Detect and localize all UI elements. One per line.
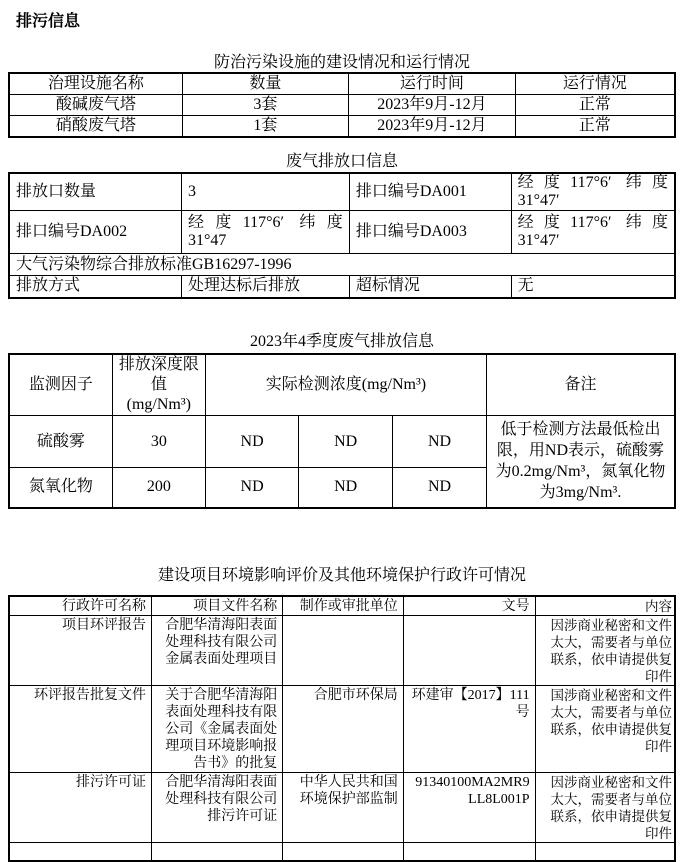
measured-concentration-header: 实际检测浓度(mg/Nm³) [205,354,486,416]
permit-name-cell: 环评报告批复文件 [9,686,152,773]
permit-name-cell: 排污许可证 [9,773,152,843]
table-row [9,843,675,861]
value-cell: ND [205,416,298,468]
page-title: 排污信息 [16,13,81,30]
content-cell: 因涉商业秘密和文件太大，需要者与单位联系，依申请提供复印件 [535,616,675,686]
value-cell: ND [299,416,393,468]
issuing-authority-cell [283,616,404,686]
facility-name-header: 治理设施名称 [9,73,182,95]
outlet2-label: 排口编号DA002 [9,211,181,254]
facility-quantity-header: 数量 [182,73,349,95]
coordinate-line: 经度117°6′ 纬度 [517,174,668,191]
remark-cell: 低于检测方法最低检出限，用ND表示，硫酸雾为0.2mg/Nm³，氮氧化物为3mg/Nm³. [486,416,675,508]
value-cell: ND [299,468,393,508]
table-row [9,254,675,276]
table-row [9,686,675,773]
content-cell [535,843,675,861]
permit-table [8,595,676,862]
permit-name-header: 行政许可名称 [9,596,152,616]
facility-runtime-cell: 2023年9月-12月 [349,95,516,116]
outlet-count-value: 3 [181,173,349,211]
facility-status-cell: 正常 [515,116,675,138]
permit-table-title: 建设项目环境影响评价及其他环境保护行政许可情况 [157,566,526,584]
table-row [9,773,675,843]
facility-name-cell: 酸碱废气塔 [9,95,182,116]
facility-runtime-header: 运行时间 [349,73,516,95]
table-row [9,116,675,138]
outlet-table [8,172,676,299]
permit-name-cell [9,843,152,861]
issuing-authority-cell [283,843,404,861]
document-name-header: 项目文件名称 [152,596,283,616]
discharge-mode-label: 排放方式 [9,276,181,298]
outlet-table-title: 废气排放口信息 [285,153,398,170]
facility-quantity-cell: 3套 [182,95,349,116]
exceedance-value: 无 [511,276,675,298]
remark-header: 备注 [486,354,675,416]
document-number-cell [403,616,535,686]
coordinate-line: 经度117°6′ 纬度 [517,214,668,231]
table-row [9,416,675,468]
limit-header-unit: (mg/Nm³) [126,395,191,413]
content-cell: 国涉商业秘密和文件太大，需要者与单位联系，依申请提供复印件 [535,686,675,773]
outlet-count-label: 排放口数量 [9,173,181,211]
permit-header-row [9,596,675,616]
document-number-cell: 91340100MA2MR9LL8L001P [403,773,535,843]
document-name-cell: 合肥华清海阳表面处理科技有限公司排污许可证 [152,773,283,843]
limit-header-line: 排放深度限值 [118,355,199,393]
table-row [9,276,675,298]
facility-table-title: 防治污染设施的建设情况和运行情况 [213,54,470,71]
coordinate-line: 31°47′ [517,232,560,249]
value-cell: ND [205,468,298,508]
coordinate-line: 经度117°6′ 纬度 [187,214,343,231]
discharge-mode-value: 处理达标后排放 [181,276,349,298]
limit-cell: 200 [112,468,205,508]
table-row [9,173,675,211]
emission-header-row [9,354,675,416]
table-row [9,616,675,686]
facility-name-cell: 硝酸废气塔 [9,116,182,138]
table-row [9,211,675,254]
emission-standard: 大气污染物综合排放标准GB16297-1996 [9,254,675,276]
facility-table [8,72,676,138]
facility-quantity-cell: 1套 [182,116,349,138]
content-cell: 因涉商业秘密和文件太大，需要者与单位联系，依申请提供复印件 [535,773,675,843]
outlet1-label: 排口编号DA001 [349,173,511,211]
issuing-authority-cell: 中华人民共和国环境保护部监制 [283,773,404,843]
document-name-cell: 关于合肥华清海阳表面处理科技有限公司《金属表面处理项目环境影响报告书》的批复 [152,686,283,773]
content-header: 内容 [535,596,675,616]
permit-name-cell: 项目环评报告 [9,616,152,686]
outlet3-label: 排口编号DA003 [349,211,511,254]
facility-status-cell: 正常 [515,95,675,116]
emission-limit-header [112,354,205,416]
document-number-header: 文号 [403,596,535,616]
coordinate-line: 31°47 [187,232,227,249]
outlet2-coordinates [181,211,349,254]
monitor-factor-header: 监测因子 [9,354,112,416]
emission-table [8,353,676,509]
facility-runtime-cell: 2023年9月-12月 [349,116,516,138]
document-name-cell: 合肥华清海阳表面处理科技有限公司金属表面处理项目 [152,616,283,686]
facility-header-row [9,73,675,95]
document-number-cell [403,843,535,861]
emission-table-title: 2023年4季度废气排放信息 [249,332,434,350]
document-number-cell: 环建审【2017】111号 [403,686,535,773]
issuing-authority-cell: 合肥市环保局 [283,686,404,773]
issuing-authority-header: 制作或审批单位 [283,596,404,616]
outlet3-coordinates [511,211,675,254]
factor-cell: 氮氧化物 [9,468,112,508]
value-cell: ND [393,416,487,468]
limit-cell: 30 [112,416,205,468]
value-cell: ND [393,468,487,508]
outlet1-coordinates [511,173,675,211]
document-name-cell [152,843,283,861]
exceedance-label: 超标情况 [349,276,511,298]
factor-cell: 硫酸雾 [9,416,112,468]
table-row [9,95,675,116]
coordinate-line: 31°47′ [517,192,560,209]
facility-status-header: 运行情况 [515,73,675,95]
